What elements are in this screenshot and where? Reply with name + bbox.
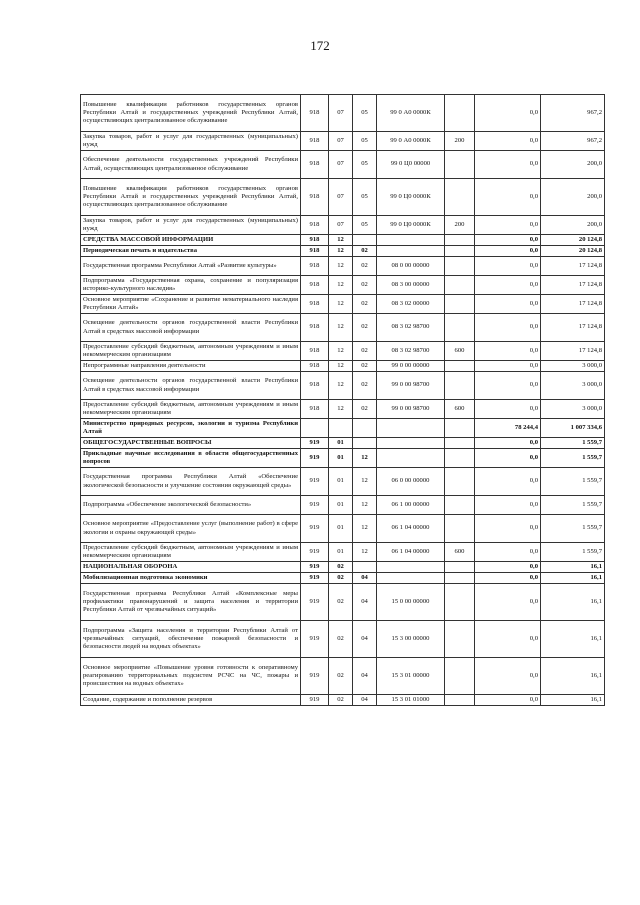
row-grbs-cell: 918 (301, 372, 329, 400)
row-name-cell: Обеспечение деятельности государственных учреждений Республики Алтай, осуществляющих централизованное обслуживание (81, 151, 301, 179)
row-section-cell: 12 (329, 372, 353, 400)
row-grbs-cell: 918 (301, 95, 329, 132)
row-subsection-cell: 05 (353, 151, 377, 179)
row-expense-type-cell (445, 449, 475, 468)
row-expense-type-cell: 200 (445, 132, 475, 151)
row-section-cell: 12 (329, 257, 353, 276)
row-amount-1-cell: 0,0 (475, 342, 541, 361)
row-name-cell: Предоставление субсидий бюджетным, автономным учреждениям и иным некоммерческим организациям (81, 400, 301, 419)
row-amount-1-cell: 0,0 (475, 543, 541, 562)
row-name-cell: Закупка товаров, работ и услуг для государственных (муниципальных) нужд (81, 216, 301, 235)
row-amount-2-cell: 17 124,8 (541, 276, 605, 295)
row-amount-2-cell: 16,1 (541, 584, 605, 621)
row-section-cell: 02 (329, 573, 353, 584)
row-target-article-cell (377, 573, 445, 584)
row-expense-type-cell (445, 295, 475, 314)
row-amount-1-cell: 0,0 (475, 515, 541, 543)
table-row (81, 246, 605, 257)
row-amount-1-cell: 0,0 (475, 257, 541, 276)
row-amount-1-cell: 0,0 (475, 584, 541, 621)
row-target-article-cell: 08 3 00 00000 (377, 276, 445, 295)
row-grbs-cell: 919 (301, 438, 329, 449)
row-name-cell: Основное мероприятие «Сохранение и развитие нематериального наследия Республики Алтай» (81, 295, 301, 314)
row-grbs-cell: 918 (301, 151, 329, 179)
row-amount-2-cell: 20 124,8 (541, 246, 605, 257)
row-section-cell: 12 (329, 276, 353, 295)
row-section-cell: 12 (329, 235, 353, 246)
row-target-article-cell (377, 246, 445, 257)
row-section-cell: 02 (329, 562, 353, 573)
row-amount-2-cell: 1 559,7 (541, 496, 605, 515)
row-amount-2-cell: 3 000,0 (541, 400, 605, 419)
row-subsection-cell: 04 (353, 573, 377, 584)
row-section-cell: 12 (329, 342, 353, 361)
row-target-article-cell: 99 0 00 98700 (377, 372, 445, 400)
row-section-cell: 02 (329, 658, 353, 695)
row-grbs-cell: 919 (301, 621, 329, 658)
table-row (81, 400, 605, 419)
row-target-article-cell: 99 0 А0 0000К (377, 95, 445, 132)
row-expense-type-cell (445, 95, 475, 132)
row-amount-1-cell: 0,0 (475, 314, 541, 342)
row-expense-type-cell (445, 246, 475, 257)
row-subsection-cell: 12 (353, 449, 377, 468)
table-row (81, 438, 605, 449)
row-expense-type-cell (445, 515, 475, 543)
table-row (81, 562, 605, 573)
row-subsection-cell (353, 235, 377, 246)
row-name-cell: Подпрограмма «Защита населения и территории Республики Алтай от чрезвычайных ситуаций, обеспечение пожарной безопасности и безопасности людей на водных объектах» (81, 621, 301, 658)
row-target-article-cell: 99 0 Ц0 00000 (377, 151, 445, 179)
row-amount-2-cell: 200,0 (541, 179, 605, 216)
row-target-article-cell: 99 0 Ц0 0000К (377, 216, 445, 235)
row-section-cell: 07 (329, 151, 353, 179)
row-amount-1-cell: 0,0 (475, 295, 541, 314)
row-target-article-cell (377, 449, 445, 468)
row-section-cell: 07 (329, 216, 353, 235)
row-grbs-cell: 919 (301, 543, 329, 562)
row-grbs-cell (301, 419, 329, 438)
table-row (81, 584, 605, 621)
row-name-cell: Мобилизационная подготовка экономики (81, 573, 301, 584)
row-section-cell: 01 (329, 449, 353, 468)
row-target-article-cell: 99 0 А0 0000К (377, 132, 445, 151)
row-name-cell: Государственная программа Республики Алтай «Обеспечение экологической безопасности и улучшение состояния окружающей среды» (81, 468, 301, 496)
row-target-article-cell: 08 3 02 00000 (377, 295, 445, 314)
row-expense-type-cell (445, 257, 475, 276)
row-subsection-cell: 02 (353, 257, 377, 276)
row-amount-1-cell: 0,0 (475, 562, 541, 573)
row-subsection-cell: 05 (353, 95, 377, 132)
row-expense-type-cell (445, 372, 475, 400)
row-subsection-cell: 02 (353, 295, 377, 314)
row-section-cell: 12 (329, 361, 353, 372)
row-expense-type-cell: 600 (445, 342, 475, 361)
row-grbs-cell: 919 (301, 562, 329, 573)
row-expense-type-cell (445, 573, 475, 584)
row-target-article-cell (377, 562, 445, 573)
table-row (81, 543, 605, 562)
row-expense-type-cell: 600 (445, 543, 475, 562)
row-name-cell: Закупка товаров, работ и услуг для государственных (муниципальных) нужд (81, 132, 301, 151)
row-amount-1-cell: 0,0 (475, 468, 541, 496)
row-amount-1-cell: 0,0 (475, 276, 541, 295)
row-target-article-cell: 06 0 00 00000 (377, 468, 445, 496)
row-amount-2-cell: 16,1 (541, 573, 605, 584)
row-section-cell (329, 419, 353, 438)
row-name-cell: Освещение деятельности органов государственной власти Республики Алтай в средствах массовой информации (81, 372, 301, 400)
table-row (81, 361, 605, 372)
row-amount-1-cell: 0,0 (475, 400, 541, 419)
row-section-cell: 12 (329, 246, 353, 257)
row-amount-1-cell: 0,0 (475, 621, 541, 658)
row-amount-2-cell: 200,0 (541, 151, 605, 179)
row-target-article-cell: 15 3 01 01000 (377, 695, 445, 706)
row-section-cell: 07 (329, 95, 353, 132)
row-amount-2-cell: 16,1 (541, 658, 605, 695)
row-amount-2-cell: 17 124,8 (541, 314, 605, 342)
row-target-article-cell: 99 0 00 00000 (377, 361, 445, 372)
row-expense-type-cell (445, 468, 475, 496)
row-amount-2-cell: 17 124,8 (541, 257, 605, 276)
row-section-cell: 07 (329, 132, 353, 151)
row-section-cell: 02 (329, 695, 353, 706)
row-subsection-cell: 02 (353, 342, 377, 361)
row-section-cell: 12 (329, 314, 353, 342)
row-target-article-cell: 06 1 04 00000 (377, 515, 445, 543)
row-section-cell: 12 (329, 400, 353, 419)
row-subsection-cell: 12 (353, 515, 377, 543)
row-expense-type-cell (445, 621, 475, 658)
row-expense-type-cell (445, 276, 475, 295)
row-name-cell: Предоставление субсидий бюджетным, автономным учреждениям и иным некоммерческим организациям (81, 543, 301, 562)
row-section-cell: 07 (329, 179, 353, 216)
row-subsection-cell: 05 (353, 216, 377, 235)
row-grbs-cell: 919 (301, 658, 329, 695)
page-number: 172 (310, 38, 330, 53)
table-row (81, 295, 605, 314)
row-amount-1-cell: 0,0 (475, 235, 541, 246)
row-subsection-cell: 02 (353, 276, 377, 295)
row-subsection-cell: 02 (353, 361, 377, 372)
table-body (81, 95, 605, 706)
row-section-cell: 12 (329, 295, 353, 314)
row-expense-type-cell (445, 179, 475, 216)
row-amount-2-cell: 1 559,7 (541, 515, 605, 543)
row-grbs-cell: 919 (301, 695, 329, 706)
row-expense-type-cell (445, 151, 475, 179)
table-row (81, 573, 605, 584)
row-section-cell: 01 (329, 438, 353, 449)
row-subsection-cell: 04 (353, 584, 377, 621)
row-amount-2-cell: 16,1 (541, 562, 605, 573)
row-grbs-cell: 918 (301, 179, 329, 216)
row-name-cell: Государственная программа Республики Алтай «Комплексные меры профилактики правонарушений и защита населения и территории Республики Алтай от чрезвычайных ситуаций» (81, 584, 301, 621)
row-name-cell: Подпрограмма «Государственная охрана, сохранение и популяризация историко-культурного наследия» (81, 276, 301, 295)
row-subsection-cell (353, 438, 377, 449)
row-amount-1-cell: 0,0 (475, 361, 541, 372)
row-subsection-cell: 02 (353, 400, 377, 419)
row-expense-type-cell: 200 (445, 216, 475, 235)
row-target-article-cell (377, 419, 445, 438)
row-name-cell: Непрограммные направления деятельности (81, 361, 301, 372)
row-amount-2-cell: 1 007 334,6 (541, 419, 605, 438)
row-expense-type-cell (445, 314, 475, 342)
row-expense-type-cell (445, 658, 475, 695)
row-name-cell: НАЦИОНАЛЬНАЯ ОБОРОНА (81, 562, 301, 573)
row-name-cell: Основное мероприятие «Повышение уровня готовности к оперативному реагированию территориальных подсистем РСЧС на ЧС, пожары и происшествия на водных объектах» (81, 658, 301, 695)
row-subsection-cell: 02 (353, 314, 377, 342)
row-name-cell: СРЕДСТВА МАССОВОЙ ИНФОРМАЦИИ (81, 235, 301, 246)
row-amount-2-cell: 17 124,8 (541, 342, 605, 361)
row-grbs-cell: 918 (301, 361, 329, 372)
row-name-cell: Основное мероприятие «Предоставление услуг (выполнение работ) в сфере экологии и охраны окружающей среды» (81, 515, 301, 543)
row-grbs-cell: 919 (301, 468, 329, 496)
row-section-cell: 01 (329, 515, 353, 543)
row-amount-2-cell: 1 559,7 (541, 543, 605, 562)
table-row (81, 515, 605, 543)
row-target-article-cell: 99 0 00 98700 (377, 400, 445, 419)
row-amount-1-cell: 0,0 (475, 216, 541, 235)
row-name-cell: Министерство природных ресурсов, экологии и туризма Республики Алтай (81, 419, 301, 438)
row-section-cell: 01 (329, 468, 353, 496)
row-target-article-cell (377, 235, 445, 246)
row-amount-2-cell: 1 559,7 (541, 438, 605, 449)
row-subsection-cell: 12 (353, 543, 377, 562)
row-name-cell: Государственная программа Республики Алтай «Развитие культуры» (81, 257, 301, 276)
row-expense-type-cell (445, 438, 475, 449)
row-expense-type-cell (445, 562, 475, 573)
row-amount-2-cell: 3 000,0 (541, 372, 605, 400)
row-target-article-cell: 15 0 00 00000 (377, 584, 445, 621)
table-row (81, 179, 605, 216)
row-target-article-cell: 15 3 00 00000 (377, 621, 445, 658)
table-row (81, 314, 605, 342)
row-grbs-cell: 918 (301, 314, 329, 342)
row-amount-2-cell: 1 559,7 (541, 468, 605, 496)
row-name-cell: Освещение деятельности органов государственной власти Республики Алтай в средствах массовой информации (81, 314, 301, 342)
row-name-cell: Создание, содержание и пополнение резервов (81, 695, 301, 706)
row-section-cell: 02 (329, 621, 353, 658)
row-subsection-cell: 02 (353, 372, 377, 400)
row-expense-type-cell: 600 (445, 400, 475, 419)
row-subsection-cell: 02 (353, 246, 377, 257)
row-subsection-cell: 04 (353, 621, 377, 658)
table-row (81, 132, 605, 151)
row-amount-1-cell: 0,0 (475, 132, 541, 151)
row-grbs-cell: 918 (301, 216, 329, 235)
row-target-article-cell: 99 0 Ц0 0000К (377, 179, 445, 216)
row-grbs-cell: 918 (301, 276, 329, 295)
row-amount-1-cell: 0,0 (475, 179, 541, 216)
table-row (81, 235, 605, 246)
table-row (81, 216, 605, 235)
row-expense-type-cell (445, 235, 475, 246)
row-amount-2-cell: 16,1 (541, 621, 605, 658)
row-grbs-cell: 919 (301, 496, 329, 515)
row-grbs-cell: 918 (301, 132, 329, 151)
row-grbs-cell: 918 (301, 257, 329, 276)
row-subsection-cell (353, 419, 377, 438)
row-amount-2-cell: 967,2 (541, 132, 605, 151)
row-amount-1-cell: 0,0 (475, 496, 541, 515)
table-row (81, 449, 605, 468)
row-target-article-cell: 06 1 04 00000 (377, 543, 445, 562)
row-grbs-cell: 918 (301, 246, 329, 257)
budget-table (80, 94, 605, 706)
row-amount-1-cell: 0,0 (475, 658, 541, 695)
table-row (81, 419, 605, 438)
row-subsection-cell: 04 (353, 695, 377, 706)
row-amount-2-cell: 967,2 (541, 95, 605, 132)
table-row (81, 257, 605, 276)
row-section-cell: 02 (329, 584, 353, 621)
row-expense-type-cell (445, 419, 475, 438)
row-amount-2-cell: 200,0 (541, 216, 605, 235)
row-section-cell: 01 (329, 496, 353, 515)
row-subsection-cell: 05 (353, 179, 377, 216)
row-amount-1-cell: 0,0 (475, 449, 541, 468)
row-name-cell: Подпрограмма «Обеспечение экологической безопасности» (81, 496, 301, 515)
row-section-cell: 01 (329, 543, 353, 562)
row-amount-1-cell: 0,0 (475, 372, 541, 400)
row-amount-2-cell: 16,1 (541, 695, 605, 706)
table-row (81, 151, 605, 179)
row-amount-2-cell: 3 000,0 (541, 361, 605, 372)
row-name-cell: Прикладные научные исследования в области общегосударственных вопросов (81, 449, 301, 468)
row-target-article-cell: 06 1 00 00000 (377, 496, 445, 515)
row-name-cell: Предоставление субсидий бюджетным, автономным учреждениям и иным некоммерческим организациям (81, 342, 301, 361)
row-expense-type-cell (445, 584, 475, 621)
row-grbs-cell: 918 (301, 235, 329, 246)
row-grbs-cell: 918 (301, 295, 329, 314)
row-subsection-cell: 12 (353, 468, 377, 496)
row-amount-1-cell: 0,0 (475, 246, 541, 257)
row-amount-1-cell: 0,0 (475, 573, 541, 584)
row-grbs-cell: 919 (301, 515, 329, 543)
row-amount-1-cell: 78 244,4 (475, 419, 541, 438)
table-row (81, 621, 605, 658)
row-target-article-cell (377, 438, 445, 449)
row-grbs-cell: 918 (301, 400, 329, 419)
row-target-article-cell: 15 3 01 00000 (377, 658, 445, 695)
row-target-article-cell: 08 3 02 98700 (377, 342, 445, 361)
row-amount-1-cell: 0,0 (475, 151, 541, 179)
row-amount-2-cell: 20 124,8 (541, 235, 605, 246)
row-grbs-cell: 919 (301, 449, 329, 468)
table-row (81, 658, 605, 695)
row-subsection-cell: 05 (353, 132, 377, 151)
row-expense-type-cell (445, 361, 475, 372)
row-grbs-cell: 918 (301, 342, 329, 361)
table-row (81, 468, 605, 496)
row-amount-1-cell: 0,0 (475, 95, 541, 132)
table-row (81, 372, 605, 400)
row-name-cell: ОБЩЕГОСУДАРСТВЕННЫЕ ВОПРОСЫ (81, 438, 301, 449)
table-row (81, 95, 605, 132)
table-row (81, 695, 605, 706)
row-amount-1-cell: 0,0 (475, 695, 541, 706)
row-grbs-cell: 919 (301, 573, 329, 584)
row-amount-1-cell: 0,0 (475, 438, 541, 449)
table-row (81, 276, 605, 295)
row-subsection-cell: 12 (353, 496, 377, 515)
row-target-article-cell: 08 3 02 98700 (377, 314, 445, 342)
row-grbs-cell: 919 (301, 584, 329, 621)
table-row (81, 496, 605, 515)
table-row (81, 342, 605, 361)
row-name-cell: Периодическая печать и издательства (81, 246, 301, 257)
row-target-article-cell: 08 0 00 00000 (377, 257, 445, 276)
row-expense-type-cell (445, 496, 475, 515)
row-amount-2-cell: 1 559,7 (541, 449, 605, 468)
row-expense-type-cell (445, 695, 475, 706)
row-amount-2-cell: 17 124,8 (541, 295, 605, 314)
row-subsection-cell (353, 562, 377, 573)
row-name-cell: Повышение квалификации работников государственных органов Республики Алтай и государственных учреждений Республики Алтай, осуществляющих централизованное обслуживание (81, 95, 301, 132)
row-subsection-cell: 04 (353, 658, 377, 695)
row-name-cell: Повышение квалификации работников государственных органов Республики Алтай и государственных учреждений Республики Алтай, осуществляющих централизованное обслуживание (81, 179, 301, 216)
